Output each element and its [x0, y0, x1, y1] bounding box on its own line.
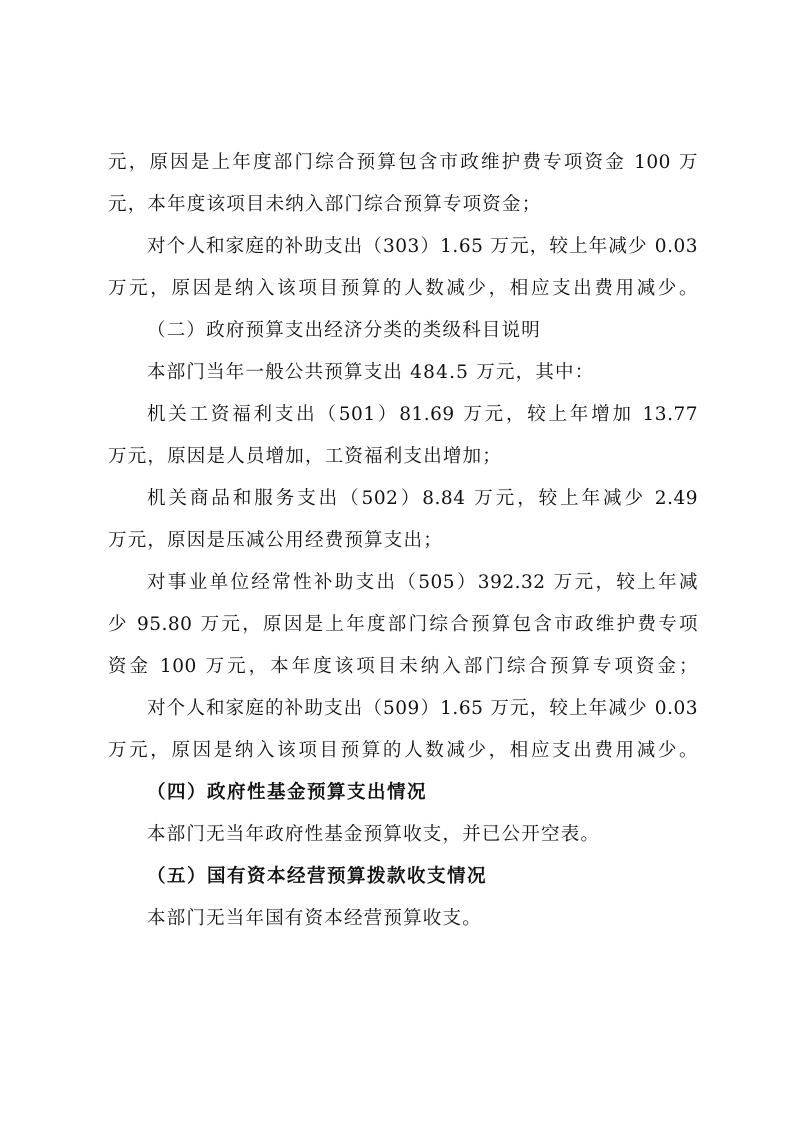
paragraph-line: 万元，原因是人员增加，工资福利支出增加； — [108, 446, 503, 467]
paragraph-line: 资金 100 万元，本年度该项目未纳入部门综合预算专项资金； — [108, 656, 698, 677]
paragraph-line: 机关商品和服务支出（502）8.84 万元，较上年减少 2.49 — [147, 488, 698, 509]
paragraph-line: 元，本年度该项目未纳入部门综合预算专项资金； — [108, 194, 542, 215]
paragraph-line: 对事业单位经常性补助支出（505）392.32 万元，较上年减 — [147, 572, 698, 593]
section-subheading: （二）政府预算支出经济分类的类级科目说明 — [147, 320, 542, 341]
paragraph-line: 本部门无当年国有资本经营预算收支。 — [147, 908, 482, 929]
paragraph-line: 对个人和家庭的补助支出（303）1.65 万元，较上年减少 0.03 — [147, 236, 698, 257]
paragraph-line: 本部门当年一般公共预算支出 484.5 万元，其中： — [147, 362, 595, 383]
paragraph-line: 对个人和家庭的补助支出（509）1.65 万元，较上年减少 0.03 — [147, 698, 698, 719]
section-heading: （五）国有资本经营预算拨款收支情况 — [147, 866, 488, 887]
paragraph-line: 元，原因是上年度部门综合预算包含市政维护费专项资金 100 万 — [108, 152, 698, 173]
paragraph-line: 万元，原因是纳入该项目预算的人数减少，相应支出费用减少。 — [108, 740, 698, 761]
paragraph-line: 万元，原因是压减公用经费预算支出； — [108, 530, 443, 551]
paragraph-line: 万元，原因是纳入该项目预算的人数减少，相应支出费用减少。 — [108, 278, 698, 299]
paragraph-line: 本部门无当年政府性基金预算收支，并已公开空表。 — [147, 824, 601, 845]
paragraph-line: 少 95.80 万元，原因是上年度部门综合预算包含市政维护费专项 — [108, 614, 698, 635]
paragraph-line: 机关工资福利支出（501）81.69 万元，较上年增加 13.77 — [147, 404, 698, 425]
section-heading: （四）政府性基金预算支出情况 — [147, 782, 428, 803]
